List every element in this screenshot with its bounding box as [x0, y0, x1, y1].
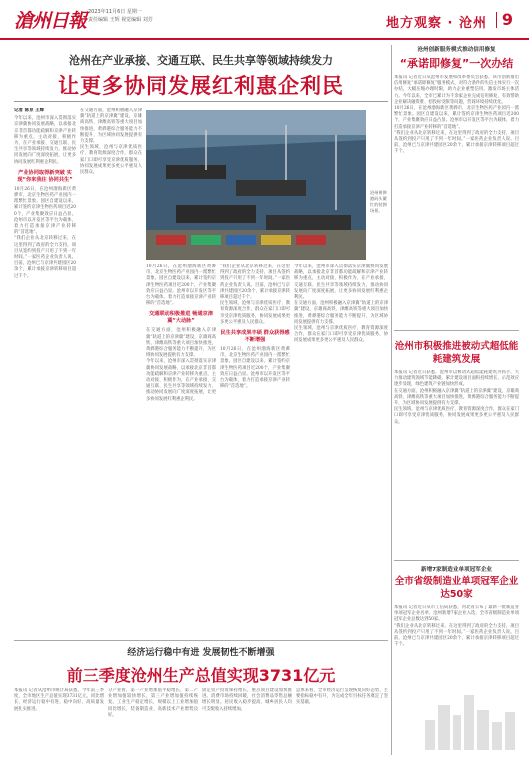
article-paragraph: 在交通方面，沧州积极融入京津冀“轨道上的京津冀”建设，京雄商高铁、津潍高铁等重大项目加快推进，黄骅港综合服务能力不断提升，为区域协同发展提供有力支撑。: [146, 328, 216, 359]
article-paragraph: 本报讯 记者近日从沧州市发展和改革委员会获悉，该市创新推出信用修复“承诺即修复”服务模式，对符合条件的失信主体实行一次办结，大幅压缩办理时限，助力企业重塑信用，激发市场主体活力。今年以来，全市已累计为千余家企业完成信用修复，有效帮助企业解决融资难、招投标受限等问题，营商环境持续优化。: [394, 75, 519, 105]
article-subhead: 交通联动积极推进 畅通京津冀“大动脉”: [148, 311, 214, 325]
bottom-column-2: [108, 688, 198, 758]
article-paragraph: “我们企业从北京转移过来，在这里得到了政府的全力支持，项目从签约到投产只用了不到一年时间。”一家医药企业负责人说。目前，沧州已与京津共建园区20余个，累计承接京津转移项目超过千个。: [14, 236, 76, 279]
right-article-2: [394, 338, 519, 548]
article-subhead: 产业协同取得新突破 实现“你来我往 协同共生”: [17, 169, 73, 183]
article-paragraph: “我们企业从北京转移过来，在这里得到了政府的全力支持，项目从签约到投产只用了不到一年时间。”一家医药企业负责人说。目前，沧州已与京津共建园区20余个，累计承接京津转移项目超过千个。: [220, 264, 290, 301]
main-article-column-4: [220, 264, 290, 638]
bottom-column-4: [296, 688, 388, 758]
main-kicker: 沧州在产业承接、交通互联、民生共享等领域持续发力: [69, 54, 333, 67]
port-photo-illustration: [146, 110, 366, 260]
editors-line: 责任编辑 王辉 视觉编辑 刘芳: [88, 17, 153, 23]
article-subhead: 民生共享成果丰硕 群众获得感不断增强: [220, 330, 290, 344]
right-divider: [394, 330, 519, 331]
article-paragraph: 民生领域，沧州与京津优质医疗、教育资源深度合作，群众在家门口即可享受京津优质服务，协同发展成果更多更公平惠及人民群众。: [80, 145, 142, 176]
section-title: 地方观察 · 沧州: [386, 16, 487, 31]
right-article-2-body: [394, 370, 519, 548]
article-paragraph: 固定资产投资保持增长，重点项目建设加快推进。消费市场持续回暖，社会消费品零售总额增长明显。居民收入稳步提高，城乡居民人均可支配收入持续增加。: [202, 688, 292, 712]
headline-rule: [14, 101, 388, 102]
article-paragraph: “我们企业从北京转移过来，在这里得到了政府的全力支持，项目从签约到投产只用了不到一年时间。”一家医药企业负责人说。目前，沧州已与京津共建园区20余个，累计承接京津转移项目超过千个。: [394, 623, 519, 648]
bottom-headline: 前三季度沧州生产总值实现3731亿元: [66, 666, 336, 685]
article-paragraph: 今年以来，沧州市深入贯彻落实京津冀协同发展战略，以承接北京非首都功能疏解和京津产业转移为重点，主动对接、积极作为，在产业承接、交通互联、民生共享等领域持续发力，推动协同发展向广度深度拓展，让更多协同发展红利惠企利民。: [294, 264, 388, 301]
bottom-divider: [14, 640, 388, 641]
issue-date: 2023年11月6日 星期一: [88, 9, 142, 15]
masthead: [0, 0, 529, 40]
page-number: 9: [501, 10, 513, 29]
byline: 记者 陈京 王辉: [14, 108, 45, 113]
main-article-column-3: [146, 264, 216, 638]
article-paragraph: 在交通方面，沧州积极融入京津冀“轨道上的京津冀”建设，京雄商高铁、津潍高铁等重大项目加快推进，黄骅港综合服务能力不断提升，为区域协同发展提供有力支撑。: [80, 108, 142, 145]
right-article: [394, 45, 519, 305]
bottom-kicker: 经济运行稳中有进 发展韧性不断增强: [127, 648, 275, 658]
article-paragraph: 10月26日，在沧州渤海新区黄骅市，北京生物医药产业园内一派繁忙景象。园区自建设以来，累计签约京津生物医药项目近200个，产业集聚效应日益凸显。沧州市以开发区等平台为载体，着力打造承接京津产业转移的“首选地”。: [14, 186, 76, 236]
article-paragraph: 本报讯 记者从沧州市统计局获悉，今年前三季度，全市地区生产总值实现3731亿元，同比增长，经济运行稳中有进、稳中向好，高质量发展扎实推进。: [14, 688, 104, 712]
port-photo: [146, 110, 366, 260]
main-headline: 让更多协同发展红利惠企利民: [58, 74, 344, 98]
article-paragraph: 分产业看，第一产业增加值平稳增长，第二产业增加值较快增长，第三产业增加值持续恢复。工业生产稳定增长，规模以上工业增加值同比增长，装备制造业、高新技术产业增势良好。: [108, 688, 198, 718]
bottom-column-3: [202, 688, 292, 758]
article-paragraph: 民生领域，沧州与京津优质医疗、教育资源深度合作，群众在家门口即可享受京津优质服务，协同发展成果更多更公平惠及人民群众。: [394, 407, 519, 425]
bottom-column-1: [14, 688, 104, 758]
column-divider: [391, 45, 392, 755]
page-divider: [496, 12, 497, 28]
right-article-body: [394, 75, 519, 305]
article-paragraph: 10月26日，在沧州渤海新区黄骅市，北京生物医药产业园内一派繁忙景象。园区自建设以来，累计签约京津生物医药项目近200个，产业集聚效应日益凸显。沧州市以开发区等平台为载体，着力打造承接京津产业转移的“首选地”。: [394, 106, 519, 130]
article-paragraph: 10月26日，在沧州渤海新区黄骅市，北京生物医药产业园内一派繁忙景象。园区自建设以来，累计签约京津生物医药项目近200个，产业集聚效应日益凸显。沧州市以开发区等平台为载体，着力打造承接京津产业转移的“首选地”。: [220, 347, 290, 390]
newspaper-logo: 滄州日報: [14, 10, 87, 32]
main-article-column-5: [294, 264, 388, 638]
city-skyline-watermark: [420, 690, 520, 750]
right-divider: [394, 560, 519, 561]
right-article-headline: “承诺即修复”一次办结: [399, 57, 514, 70]
skyline-icon: [420, 690, 520, 750]
photo-caption: 沧州黄骅港码头繁忙的装卸场景。: [370, 190, 387, 213]
issue-info: [88, 8, 153, 24]
right-article-3-headline: 全市省级制造业单项冠军企业达50家: [394, 576, 519, 600]
right-article-kicker: 沧州创新服务模式推动信用修复: [417, 47, 496, 53]
article-paragraph: 10月26日，在沧州渤海新区黄骅市，北京生物医药产业园内一派繁忙景象。园区自建设以来，累计签约京津生物医药项目近200个，产业集聚效应日益凸显。沧州市以开发区等平台为载体，着力打造承接京津产业转移的“首选地”。: [146, 264, 216, 307]
article-paragraph: “我们企业从北京转移过来，在这里得到了政府的全力支持，项目从签约到投产只用了不到一年时间。”一家医药企业负责人说。目前，沧州已与京津共建园区20余个，累计承接京津转移项目超过千个。: [394, 130, 519, 155]
article-paragraph: 在交通方面，沧州积极融入京津冀“轨道上的京津冀”建设，京雄商高铁、津潍高铁等重大项目加快推进，黄骅港综合服务能力不断提升，为区域协同发展提供有力支撑。: [294, 301, 388, 325]
article-paragraph: 本报讯 记者近日从市工信局获悉，河北省公布了最新一批制造业单项冠军企业名单，沧州新增7家企业入选，全市省级制造业单项冠军企业总数达到50家。: [394, 605, 519, 623]
article-paragraph: 总体来看，全市经济运行呈现恢复向好态势，主要指标稳中有升，为完成全年目标任务奠定了坚实基础。: [296, 688, 388, 706]
article-paragraph: 今年以来，沧州市深入贯彻落实京津冀协同发展战略，以承接北京非首都功能疏解和京津产业转移为重点，主动对接、积极作为，在产业承接、交通互联、民生共享等领域持续发力，推动协同发展向广度深度拓展，让更多协同发展红利惠企利民。: [14, 116, 76, 165]
article-paragraph: 在交通方面，沧州积极融入京津冀“轨道上的京津冀”建设，京雄商高铁、津潍高铁等重大项目加快推进，黄骅港综合服务能力不断提升，为区域协同发展提供有力支撑。: [394, 388, 519, 407]
article-paragraph: 民生领域，沧州与京津优质医疗、教育资源深度合作，群众在家门口即可享受京津优质服务，协同发展成果更多更公平惠及人民群众。: [220, 301, 290, 325]
article-paragraph: 今年以来，沧州市深入贯彻落实京津冀协同发展战略，以承接北京非首都功能疏解和京津产业转移为重点，主动对接、积极作为，在产业承接、交通互联、民生共享等领域持续发力，推动协同发展向广度深度拓展，让更多协同发展红利惠企利民。: [146, 359, 216, 402]
article-paragraph: 民生领域，沧州与京津优质医疗、教育资源深度合作，群众在家门口即可享受京津优质服务，协同发展成果更多更公平惠及人民群众。: [294, 326, 388, 344]
main-article-column-2: [80, 108, 142, 638]
main-article-column-1: [14, 108, 76, 638]
article-paragraph: 本报讯 记者近日获悉，沧州市以被动式超低能耗建筑为抓手，大力推动建筑领域节能降碳，累计建设项目面积持续增长，示范效应逐步显现，绿色建筑产业链加快形成。: [394, 370, 519, 388]
right-article-2-headline: 沧州市积极推进被动式超低能耗建筑发展: [394, 341, 519, 365]
right-article-3-kicker: 新增7家制造业单项冠军企业: [420, 567, 493, 573]
